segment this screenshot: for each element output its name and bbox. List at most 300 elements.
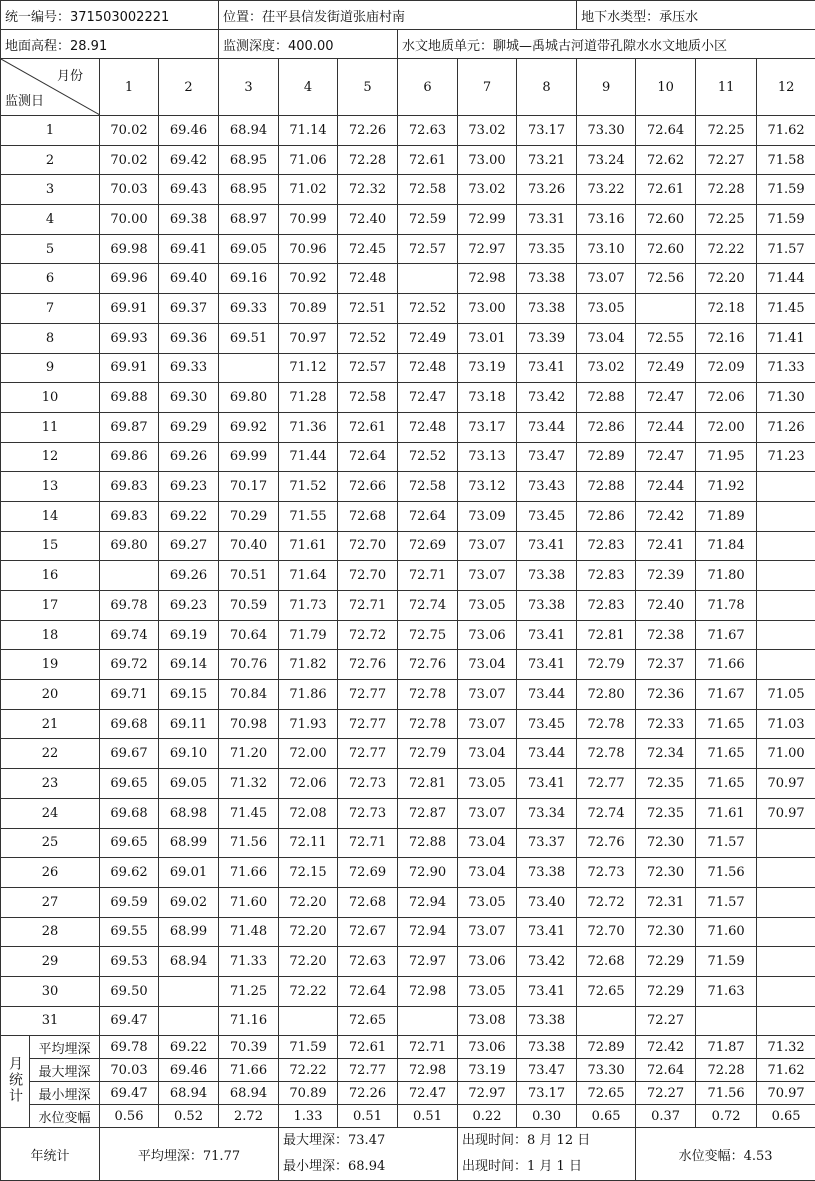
- depth-value: [757, 887, 815, 917]
- stat-value: 0.72: [696, 1105, 757, 1128]
- depth-value: 71.89: [696, 501, 757, 531]
- depth-value: 72.74: [398, 591, 458, 621]
- depth-value: 73.41: [517, 353, 577, 383]
- depth-value: 73.17: [458, 412, 517, 442]
- depth-value: 72.28: [696, 175, 757, 205]
- depth-value: 72.06: [279, 769, 338, 799]
- stat-value: 71.32: [757, 1036, 815, 1059]
- depth-value: 72.83: [577, 561, 636, 591]
- depth-value: 69.51: [219, 323, 279, 353]
- depth-value: 73.44: [517, 739, 577, 769]
- day-number: 25: [1, 828, 100, 858]
- depth-value: 72.30: [636, 828, 696, 858]
- depth-value: 72.64: [636, 116, 696, 146]
- depth-value: 72.20: [279, 947, 338, 977]
- depth-value: 69.26: [159, 442, 219, 472]
- depth-value: 69.99: [219, 442, 279, 472]
- depth-value: 72.27: [696, 145, 757, 175]
- day-axis-label: 监测日: [5, 90, 44, 109]
- depth-value: 72.20: [279, 917, 338, 947]
- depth-value: 72.22: [279, 976, 338, 1006]
- depth-value: 71.48: [219, 917, 279, 947]
- day-row: [1, 383, 815, 413]
- depth-value: 73.02: [577, 353, 636, 383]
- stat-value: 72.64: [636, 1059, 696, 1082]
- depth-value: 72.28: [338, 145, 398, 175]
- depth-value: 70.97: [757, 798, 815, 828]
- depth-value: 68.97: [219, 205, 279, 235]
- depth-value: 72.40: [636, 591, 696, 621]
- depth-value: 71.00: [757, 739, 815, 769]
- depth-value: 72.29: [636, 947, 696, 977]
- month-axis-label: 月份: [57, 65, 83, 84]
- depth-value: 72.55: [636, 323, 696, 353]
- stat-value: 69.22: [159, 1036, 219, 1059]
- depth-value: 72.78: [577, 739, 636, 769]
- day-number: 3: [1, 175, 100, 205]
- stat-value: 68.94: [219, 1082, 279, 1105]
- day-number: 6: [1, 264, 100, 294]
- stat-value: 73.19: [458, 1059, 517, 1082]
- stat-value: 0.30: [517, 1105, 577, 1128]
- ground-elevation: 地面高程：28.91: [1, 30, 219, 59]
- annual-times: [458, 1128, 636, 1181]
- depth-value: 69.37: [159, 294, 219, 324]
- depth-value: 69.78: [100, 591, 159, 621]
- stat-value: 70.39: [219, 1036, 279, 1059]
- depth-value: 70.02: [100, 116, 159, 146]
- depth-value: 73.07: [458, 917, 517, 947]
- day-row: [1, 175, 815, 205]
- stat-label: 最小埋深: [30, 1082, 100, 1105]
- day-number: 19: [1, 650, 100, 680]
- depth-value: 73.37: [517, 828, 577, 858]
- depth-value: 72.30: [636, 917, 696, 947]
- depth-value: 68.94: [159, 947, 219, 977]
- depth-value: [757, 828, 815, 858]
- depth-value: 69.83: [100, 501, 159, 531]
- depth-value: [757, 531, 815, 561]
- depth-value: 73.30: [577, 116, 636, 146]
- depth-value: 71.26: [757, 412, 815, 442]
- depth-value: 69.68: [100, 798, 159, 828]
- depth-value: 72.33: [636, 709, 696, 739]
- depth-value: 73.05: [458, 976, 517, 1006]
- day-number: 27: [1, 887, 100, 917]
- depth-value: 71.02: [279, 175, 338, 205]
- depth-value: 72.22: [696, 234, 757, 264]
- depth-value: 69.19: [159, 620, 219, 650]
- depth-value: 72.73: [577, 858, 636, 888]
- day-row: [1, 116, 815, 146]
- depth-value: 71.59: [757, 205, 815, 235]
- depth-value: 70.00: [100, 205, 159, 235]
- depth-value: 71.05: [757, 680, 815, 710]
- depth-value: 71.60: [696, 917, 757, 947]
- depth-value: 73.47: [517, 442, 577, 472]
- stat-value: 73.47: [517, 1059, 577, 1082]
- depth-value: 72.59: [398, 205, 458, 235]
- depth-value: 71.56: [219, 828, 279, 858]
- day-number: 31: [1, 1006, 100, 1036]
- depth-value: 73.41: [517, 620, 577, 650]
- depth-value: 72.37: [636, 650, 696, 680]
- day-number: 11: [1, 412, 100, 442]
- depth-value: 71.60: [219, 887, 279, 917]
- depth-value: 69.50: [100, 976, 159, 1006]
- depth-value: 72.71: [338, 591, 398, 621]
- depth-value: [757, 561, 815, 591]
- depth-value: 69.47: [100, 1006, 159, 1036]
- depth-value: 68.98: [159, 798, 219, 828]
- stat-value: 70.89: [279, 1082, 338, 1105]
- depth-value: 70.84: [219, 680, 279, 710]
- depth-value: 73.04: [458, 739, 517, 769]
- depth-value: 73.18: [458, 383, 517, 413]
- day-number: 21: [1, 709, 100, 739]
- day-row: [1, 650, 815, 680]
- depth-value: 71.45: [219, 798, 279, 828]
- stat-value: 73.17: [517, 1082, 577, 1105]
- stat-row: [1, 1036, 815, 1059]
- depth-value: 69.72: [100, 650, 159, 680]
- day-row: [1, 620, 815, 650]
- depth-value: 73.34: [517, 798, 577, 828]
- month-header: 1: [100, 59, 159, 116]
- stat-value: 71.66: [219, 1059, 279, 1082]
- day-row: [1, 323, 815, 353]
- depth-value: 72.94: [398, 887, 458, 917]
- corner-cell: [1, 59, 100, 116]
- depth-value: 72.34: [636, 739, 696, 769]
- depth-value: 72.79: [577, 650, 636, 680]
- depth-value: 72.65: [577, 976, 636, 1006]
- depth-value: 72.65: [338, 1006, 398, 1036]
- depth-value: 72.88: [398, 828, 458, 858]
- annual-stats-row: [1, 1128, 815, 1181]
- depth-value: 73.07: [458, 680, 517, 710]
- depth-value: 72.20: [696, 264, 757, 294]
- depth-value: 73.07: [458, 798, 517, 828]
- depth-value: 72.83: [577, 591, 636, 621]
- depth-value: 72.70: [338, 531, 398, 561]
- depth-value: 72.60: [636, 234, 696, 264]
- stat-row: [1, 1082, 815, 1105]
- hydro-unit: 水文地质单元：聊城—禹城古河道带孔隙水水文地质小区: [398, 30, 815, 59]
- annual-range: 水位变幅：4.53: [636, 1128, 815, 1181]
- depth-value: 73.09: [458, 501, 517, 531]
- stat-value: 72.61: [338, 1036, 398, 1059]
- depth-value: 69.71: [100, 680, 159, 710]
- depth-value: 72.61: [338, 412, 398, 442]
- depth-value: 72.29: [636, 976, 696, 1006]
- depth-value: 72.18: [696, 294, 757, 324]
- depth-value: [159, 976, 219, 1006]
- depth-value: 72.58: [338, 383, 398, 413]
- stat-value: 72.22: [279, 1059, 338, 1082]
- depth-value: 71.30: [757, 383, 815, 413]
- depth-value: 69.53: [100, 947, 159, 977]
- day-row: [1, 412, 815, 442]
- depth-value: 70.02: [100, 145, 159, 175]
- depth-value: [757, 947, 815, 977]
- depth-value: 72.48: [398, 412, 458, 442]
- depth-value: 69.10: [159, 739, 219, 769]
- depth-value: 71.65: [696, 739, 757, 769]
- stat-value: 72.28: [696, 1059, 757, 1082]
- depth-value: 73.07: [458, 561, 517, 591]
- depth-value: 72.40: [338, 205, 398, 235]
- depth-value: 73.41: [517, 531, 577, 561]
- depth-value: 72.16: [696, 323, 757, 353]
- stat-row: [1, 1059, 815, 1082]
- depth-value: 73.38: [517, 591, 577, 621]
- depth-value: 69.16: [219, 264, 279, 294]
- stat-row: [1, 1105, 815, 1128]
- month-header: 4: [279, 59, 338, 116]
- depth-value: 72.88: [577, 383, 636, 413]
- depth-value: 71.84: [696, 531, 757, 561]
- depth-value: 70.92: [279, 264, 338, 294]
- depth-value: 72.58: [398, 175, 458, 205]
- depth-value: 71.93: [279, 709, 338, 739]
- day-number: 2: [1, 145, 100, 175]
- depth-value: 72.11: [279, 828, 338, 858]
- depth-value: 72.70: [577, 917, 636, 947]
- day-row: [1, 887, 815, 917]
- depth-value: 71.79: [279, 620, 338, 650]
- depth-value: [398, 264, 458, 294]
- depth-value: 72.68: [338, 887, 398, 917]
- day-row: [1, 353, 815, 383]
- month-header: 8: [517, 59, 577, 116]
- depth-value: 69.23: [159, 591, 219, 621]
- day-number: 13: [1, 472, 100, 502]
- stat-value: 71.59: [279, 1036, 338, 1059]
- depth-value: 73.00: [458, 145, 517, 175]
- depth-value: 72.42: [636, 501, 696, 531]
- depth-value: 69.96: [100, 264, 159, 294]
- depth-value: 71.20: [219, 739, 279, 769]
- depth-value: 72.58: [398, 472, 458, 502]
- depth-value: 68.95: [219, 175, 279, 205]
- stat-value: 73.38: [517, 1036, 577, 1059]
- depth-value: 71.61: [696, 798, 757, 828]
- depth-value: 70.76: [219, 650, 279, 680]
- stat-value: 72.26: [338, 1082, 398, 1105]
- depth-value: [696, 1006, 757, 1036]
- depth-value: 73.06: [458, 947, 517, 977]
- depth-value: 71.64: [279, 561, 338, 591]
- depth-value: 72.99: [458, 205, 517, 235]
- day-row: [1, 858, 815, 888]
- depth-value: 73.38: [517, 858, 577, 888]
- depth-value: 72.57: [338, 353, 398, 383]
- month-header-row: [1, 59, 815, 116]
- depth-value: 73.44: [517, 680, 577, 710]
- depth-value: 69.93: [100, 323, 159, 353]
- depth-value: 72.71: [398, 561, 458, 591]
- day-number: 24: [1, 798, 100, 828]
- depth-value: 73.41: [517, 650, 577, 680]
- depth-value: 69.80: [100, 531, 159, 561]
- depth-value: 71.67: [696, 680, 757, 710]
- depth-value: 73.01: [458, 323, 517, 353]
- day-number: 20: [1, 680, 100, 710]
- depth-value: 71.28: [279, 383, 338, 413]
- depth-value: 70.96: [279, 234, 338, 264]
- depth-value: [757, 650, 815, 680]
- depth-value: 72.98: [398, 976, 458, 1006]
- depth-value: 72.64: [338, 976, 398, 1006]
- depth-value: 72.68: [577, 947, 636, 977]
- day-number: 29: [1, 947, 100, 977]
- depth-value: 71.36: [279, 412, 338, 442]
- stat-value: 1.33: [279, 1105, 338, 1128]
- depth-value: 72.72: [577, 887, 636, 917]
- depth-value: 70.99: [279, 205, 338, 235]
- depth-value: 69.05: [159, 769, 219, 799]
- depth-value: 72.87: [398, 798, 458, 828]
- depth-value: 71.06: [279, 145, 338, 175]
- month-header: 7: [458, 59, 517, 116]
- depth-value: [279, 1006, 338, 1036]
- depth-value: 69.36: [159, 323, 219, 353]
- depth-value: [757, 501, 815, 531]
- month-header: 2: [159, 59, 219, 116]
- stat-value: 72.42: [636, 1036, 696, 1059]
- day-row: [1, 531, 815, 561]
- depth-value: [219, 353, 279, 383]
- stat-value: 70.03: [100, 1059, 159, 1082]
- depth-value: 69.42: [159, 145, 219, 175]
- depth-value: 72.39: [636, 561, 696, 591]
- depth-value: 70.64: [219, 620, 279, 650]
- depth-value: 72.15: [279, 858, 338, 888]
- depth-value: 72.69: [398, 531, 458, 561]
- depth-value: 71.16: [219, 1006, 279, 1036]
- depth-value: 72.76: [398, 650, 458, 680]
- depth-value: 72.76: [338, 650, 398, 680]
- depth-value: 71.66: [696, 650, 757, 680]
- depth-value: 72.35: [636, 798, 696, 828]
- monthly-stats-text: 月统计: [5, 1056, 25, 1104]
- stat-value: 0.56: [100, 1105, 159, 1128]
- depth-value: 73.39: [517, 323, 577, 353]
- depth-value: 71.82: [279, 650, 338, 680]
- depth-value: 72.31: [636, 887, 696, 917]
- depth-value: 72.98: [458, 264, 517, 294]
- depth-value: 73.26: [517, 175, 577, 205]
- depth-value: 71.65: [696, 769, 757, 799]
- annual-extremes: [279, 1128, 458, 1181]
- depth-value: 73.07: [458, 709, 517, 739]
- depth-value: 71.44: [279, 442, 338, 472]
- depth-value: 73.19: [458, 353, 517, 383]
- month-header: 5: [338, 59, 398, 116]
- depth-value: 69.02: [159, 887, 219, 917]
- depth-value: 73.31: [517, 205, 577, 235]
- depth-value: 69.80: [219, 383, 279, 413]
- depth-value: 73.04: [458, 650, 517, 680]
- depth-value: 73.40: [517, 887, 577, 917]
- stat-value: 0.65: [577, 1105, 636, 1128]
- day-number: 5: [1, 234, 100, 264]
- depth-value: 73.06: [458, 620, 517, 650]
- depth-value: 72.78: [577, 709, 636, 739]
- depth-value: 72.77: [338, 680, 398, 710]
- depth-value: 72.63: [398, 116, 458, 146]
- depth-value: 71.33: [757, 353, 815, 383]
- day-row: [1, 591, 815, 621]
- day-row: [1, 828, 815, 858]
- depth-value: 72.48: [338, 264, 398, 294]
- depth-value: 73.04: [458, 828, 517, 858]
- stat-value: 69.47: [100, 1082, 159, 1105]
- day-row: [1, 1006, 815, 1036]
- stat-value: 69.78: [100, 1036, 159, 1059]
- day-number: 8: [1, 323, 100, 353]
- depth-value: 69.92: [219, 412, 279, 442]
- depth-value: 72.63: [338, 947, 398, 977]
- depth-value: 72.61: [636, 175, 696, 205]
- stat-label: 水位变幅: [30, 1105, 100, 1128]
- depth-value: 68.99: [159, 917, 219, 947]
- depth-value: 71.66: [219, 858, 279, 888]
- depth-value: 73.42: [517, 383, 577, 413]
- depth-value: 72.88: [577, 472, 636, 502]
- day-number: 16: [1, 561, 100, 591]
- depth-value: 69.05: [219, 234, 279, 264]
- depth-value: 69.30: [159, 383, 219, 413]
- depth-value: 72.76: [577, 828, 636, 858]
- day-row: [1, 145, 815, 175]
- depth-value: 69.33: [219, 294, 279, 324]
- depth-value: 72.67: [338, 917, 398, 947]
- depth-value: 71.23: [757, 442, 815, 472]
- depth-value: 70.97: [757, 769, 815, 799]
- depth-value: 72.30: [636, 858, 696, 888]
- depth-value: 72.77: [338, 739, 398, 769]
- depth-value: 72.94: [398, 917, 458, 947]
- depth-value: 70.51: [219, 561, 279, 591]
- stat-value: 72.97: [458, 1082, 517, 1105]
- depth-value: 73.13: [458, 442, 517, 472]
- day-row: [1, 769, 815, 799]
- day-row: [1, 947, 815, 977]
- depth-value: 72.78: [398, 680, 458, 710]
- depth-value: 72.00: [279, 739, 338, 769]
- depth-value: 73.38: [517, 561, 577, 591]
- stat-value: 0.37: [636, 1105, 696, 1128]
- depth-value: 71.52: [279, 472, 338, 502]
- depth-value: 72.83: [577, 531, 636, 561]
- depth-value: 72.73: [338, 769, 398, 799]
- depth-value: 72.78: [398, 709, 458, 739]
- depth-value: 71.57: [696, 828, 757, 858]
- depth-value: 73.17: [517, 116, 577, 146]
- depth-value: 70.98: [219, 709, 279, 739]
- depth-value: 73.02: [458, 175, 517, 205]
- depth-value: 72.26: [338, 116, 398, 146]
- depth-value: 72.48: [398, 353, 458, 383]
- depth-value: 69.15: [159, 680, 219, 710]
- depth-value: 72.90: [398, 858, 458, 888]
- depth-value: [757, 591, 815, 621]
- day-row: [1, 501, 815, 531]
- depth-value: 73.22: [577, 175, 636, 205]
- depth-value: 72.77: [577, 769, 636, 799]
